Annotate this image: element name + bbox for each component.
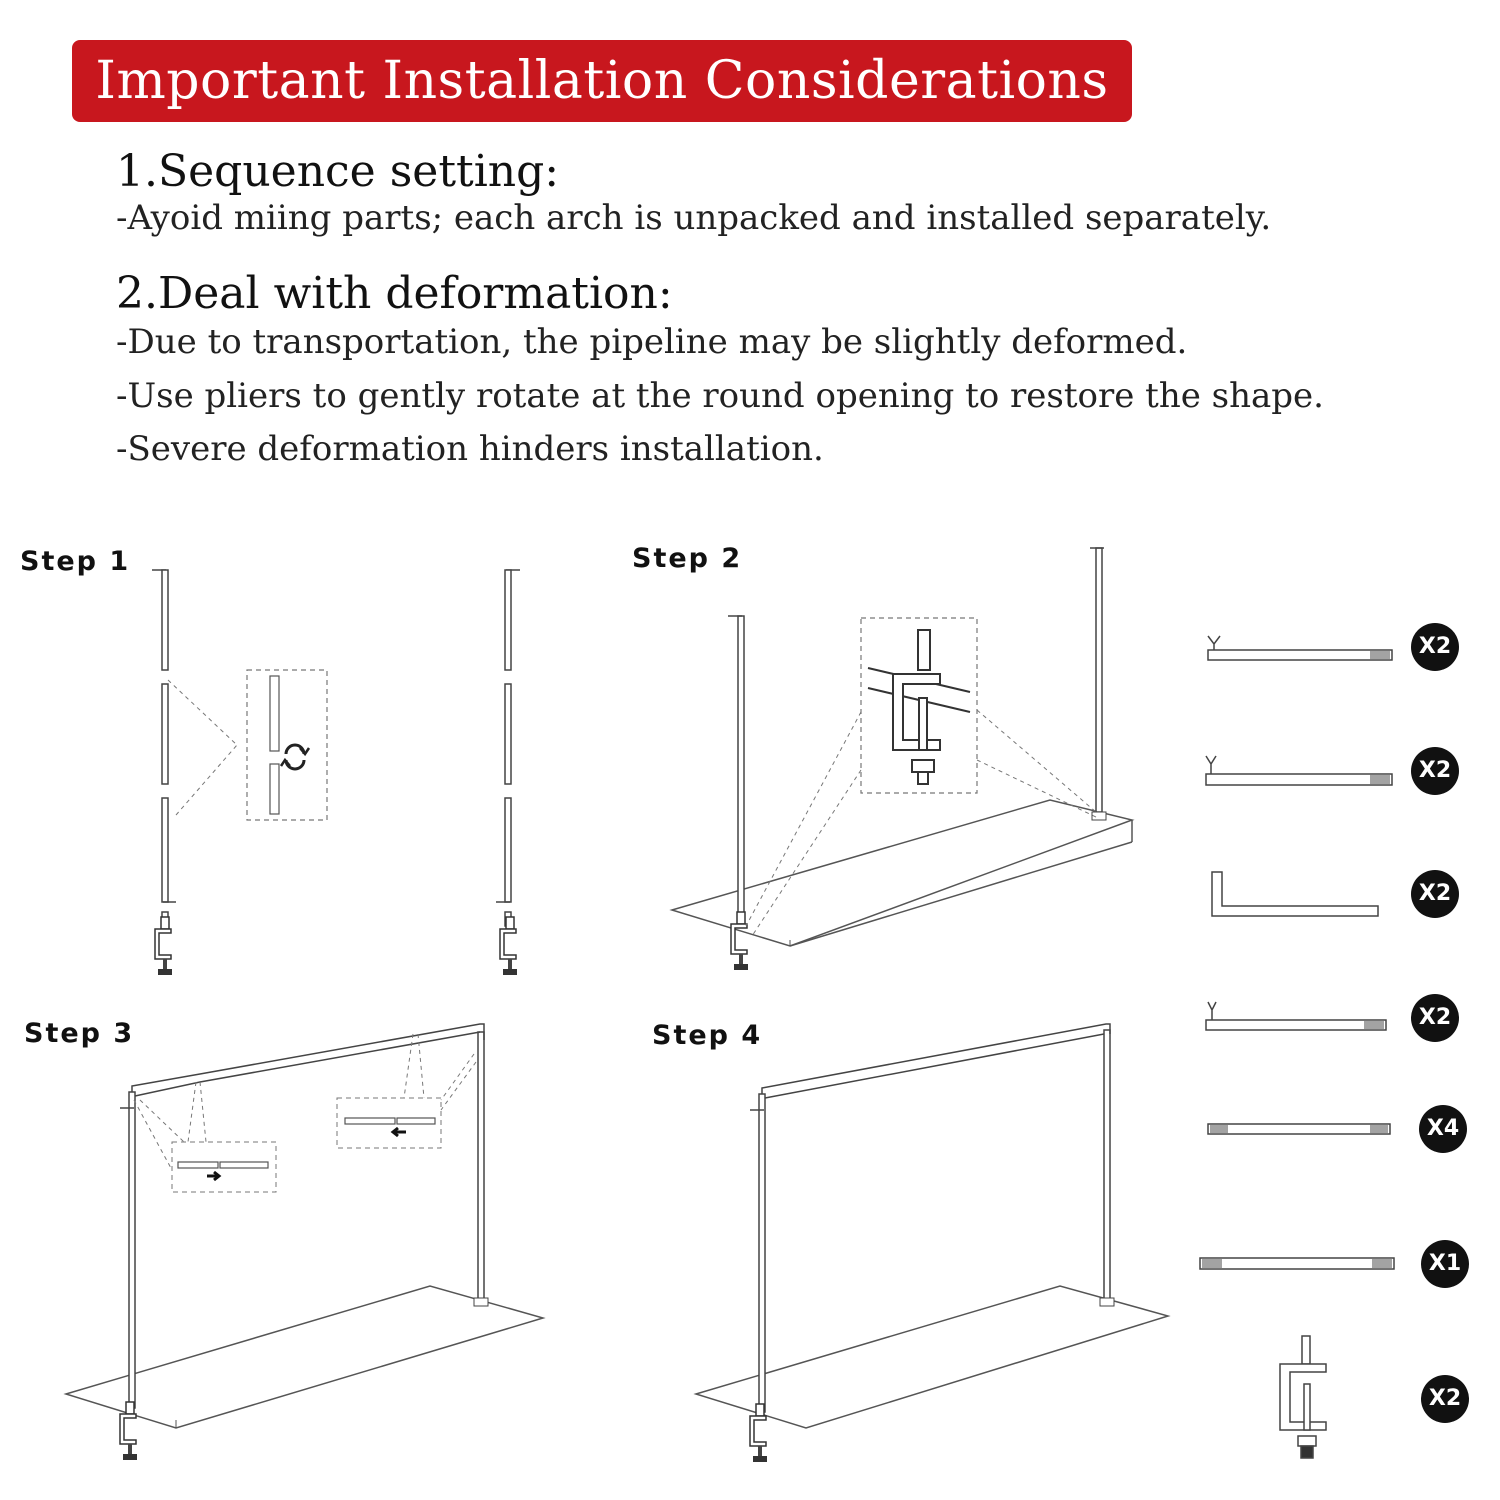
part-7-clamp (1280, 1336, 1326, 1458)
part-2-qty-badge: X2 (1411, 747, 1459, 795)
part-4-short-pole (1206, 1002, 1386, 1030)
section-1-title: 1.Sequence setting: (116, 146, 560, 197)
step-4-label: Step 4 (652, 1020, 763, 1051)
section-1-line-1: -Ayoid miing parts; each arch is unpacked and installed separately. (116, 198, 1272, 238)
part-5-qty-badge: X4 (1419, 1105, 1467, 1153)
part-3-qty-badge: X2 (1411, 870, 1459, 918)
part-6-qty-badge: X1 (1421, 1240, 1469, 1288)
step-3-right-pole (478, 1032, 484, 1300)
step-1-detail-box (247, 670, 327, 820)
part-5-double-thread-pole (1208, 1124, 1390, 1134)
step-3-diagram (66, 1024, 543, 1460)
step-2-label: Step 2 (632, 543, 743, 574)
step-3-left-pole (129, 1092, 135, 1408)
page-title: Important Installation Considerations (95, 51, 1109, 111)
section-2-title: 2.Deal with deformation: (116, 268, 673, 319)
step-1-right-clamp (500, 917, 517, 975)
left-arrow-icon (393, 1128, 406, 1136)
section-2-line-1: -Due to transportation, the pipeline may be slightly deformed. (116, 322, 1188, 362)
part-6-long-pole (1200, 1258, 1394, 1269)
part-2-pole-v-end (1206, 756, 1392, 785)
section-2-line-3: -Severe deformation hinders installation. (116, 429, 824, 469)
part-1-pole-y-end (1208, 636, 1392, 660)
right-arrow-icon (207, 1172, 219, 1180)
section-2-line-2: -Use pliers to gently rotate at the round opening to restore the shape. (116, 376, 1324, 416)
part-1-qty-badge: X2 (1411, 623, 1459, 671)
step-2-diagram (672, 548, 1132, 970)
step-2-right-pole (1096, 548, 1102, 812)
step-1-right-pole (496, 570, 520, 926)
step-4-clamp (750, 1404, 767, 1462)
step-1-left-clamp (155, 917, 172, 975)
step-4-left-pole (759, 1094, 765, 1412)
step-2-left-pole (738, 616, 744, 920)
step-4-right-pole (1104, 1030, 1110, 1300)
part-3-l-pole (1212, 872, 1378, 916)
thread-marks (1202, 651, 1392, 1268)
step-4-diagram (696, 1024, 1168, 1462)
step-1-diagram (152, 570, 520, 975)
step-3-table (66, 1286, 543, 1428)
step-4-table (696, 1286, 1168, 1428)
parts-list (1200, 636, 1394, 1458)
step-1-label: Step 1 (20, 546, 131, 577)
step-1-left-pole (152, 570, 176, 926)
part-4-qty-badge: X2 (1411, 994, 1459, 1042)
rotate-arrows-icon (281, 745, 309, 769)
step-3-label: Step 3 (24, 1018, 135, 1049)
part-7-qty-badge: X2 (1421, 1375, 1469, 1423)
